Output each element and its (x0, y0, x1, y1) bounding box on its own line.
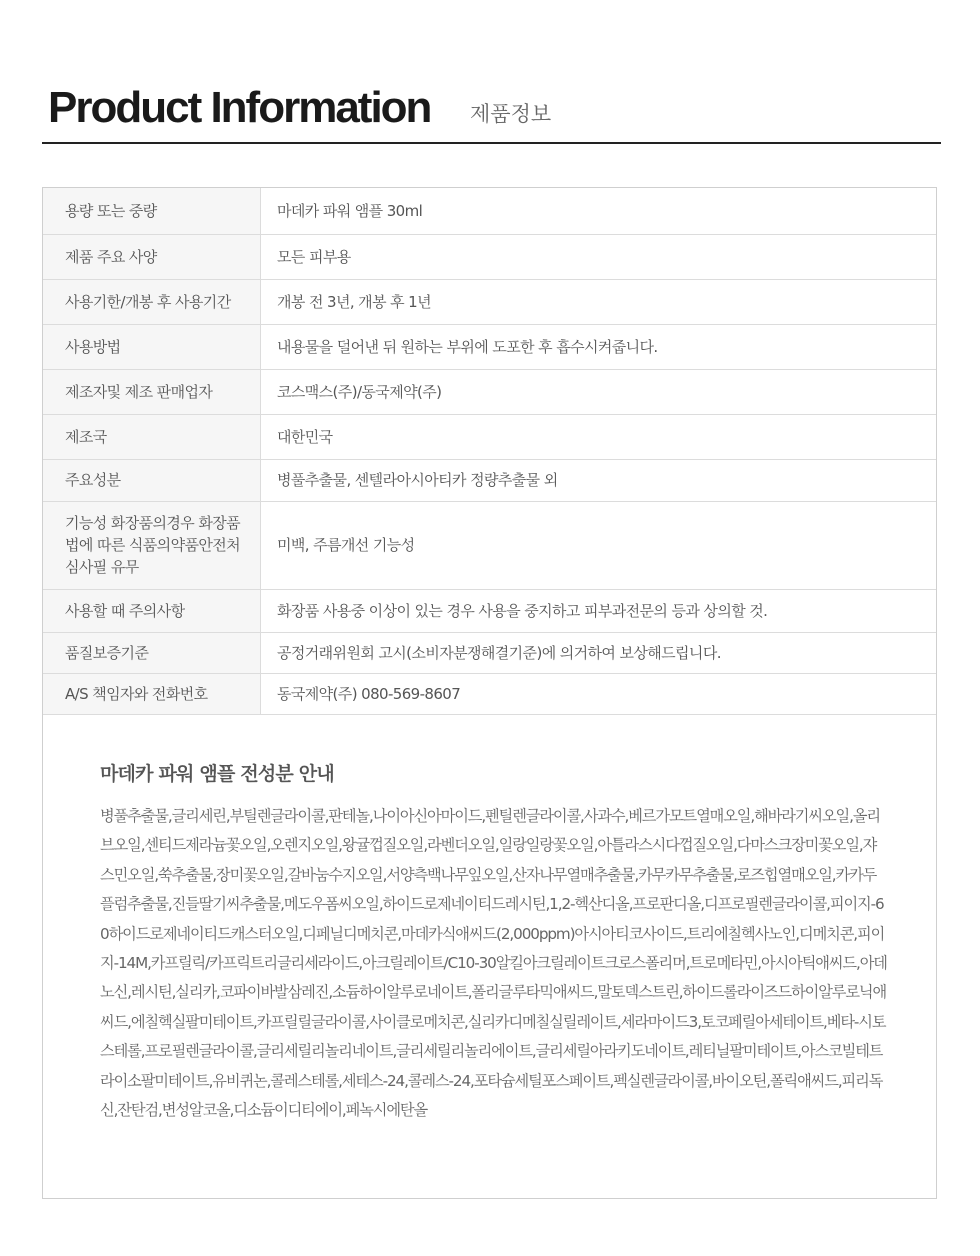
row-value: 코스맥스(주)/동국제약(주) (261, 369, 937, 414)
row-label: 사용기한/개봉 후 사용기간 (43, 279, 261, 324)
row-value: 대한민국 (261, 414, 937, 459)
table-row (43, 501, 936, 589)
row-value: 화장품 사용중 이상이 있는 경우 사용을 중지하고 피부과전문의 등과 상의할 것. (261, 589, 937, 632)
product-info-table (43, 188, 936, 715)
table-row (43, 279, 936, 324)
row-value: 병풀추출물, 센텔라아시아티카 정량추출물 외 (261, 459, 937, 501)
row-value: 마데카 파워 앰플 30ml (261, 188, 937, 234)
row-label: 기능성 화장품의경우 화장품법에 따른 식품의약품안전처 심사필 유무 (43, 501, 261, 589)
row-label: A/S 책임자와 전화번호 (43, 673, 261, 714)
page-header (42, 80, 941, 144)
row-value: 내용물을 덜어낸 뒤 원하는 부위에 도포한 후 흡수시켜줍니다. (261, 324, 937, 369)
table-row (43, 414, 936, 459)
row-value: 미백, 주름개선 기능성 (261, 501, 937, 589)
row-label: 용량 또는 중량 (43, 188, 261, 234)
ingredients-title: 마데카 파워 앰플 전성분 안내 (100, 763, 334, 785)
row-label: 제품 주요 사양 (43, 234, 261, 279)
table-row (43, 234, 936, 279)
table-row (43, 673, 936, 714)
table-row (43, 369, 936, 414)
table-row (43, 188, 936, 234)
row-value: 모든 피부용 (261, 234, 937, 279)
ingredients-section (100, 760, 888, 1125)
table-row (43, 589, 936, 632)
row-label: 주요성분 (43, 459, 261, 501)
table-row (43, 459, 936, 501)
row-label: 품질보증기준 (43, 632, 261, 673)
row-label: 사용방법 (43, 324, 261, 369)
row-value: 동국제약(주) 080-569-8607 (261, 673, 937, 714)
table-row (43, 632, 936, 673)
row-label: 제조국 (43, 414, 261, 459)
row-label: 사용할 때 주의사항 (43, 589, 261, 632)
page-title: Product Information (48, 83, 431, 132)
product-info-panel (42, 187, 937, 1199)
page-subtitle: 제품정보 (470, 102, 552, 126)
row-value: 개봉 전 3년, 개봉 후 1년 (261, 279, 937, 324)
row-label: 제조자및 제조 판매업자 (43, 369, 261, 414)
table-row (43, 324, 936, 369)
row-value: 공정거래위원회 고시(소비자분쟁해결기준)에 의거하여 보상해드립니다. (261, 632, 937, 673)
ingredients-list: 병풀추출물,글리세린,부틸렌글라이콜,판테놀,나이아신아마이드,펜틸렌글라이콜,사과수,베르가모트열매오일,해바라기씨오일,올리브오일,센티드제라늄꽃오일,오렌지오일,왕귤껍질오일,라벤더오일,일랑일랑꽃오일,아틀라스시다껍질오일,다마스크장미꽃오일,쟈스민오일,쑥추출물,장미꽃오일,갈바눔수지오일,서양측백나무잎오일,산자나무열매추출물,카무카무추출물,로즈힙열매오일,카카두플럼추출물,진들딸기씨추출물,메도우폼씨오일,하이드로제네이티드레시틴,1,2-헥산디올,프로판디올,디프로필렌글라이콜,피이지-60하이드로제네이티드캐스터오일,디페닐디메치콘,마데카식애씨드(2,000ppm)아시아티코사이드,트리에칠헥사노인,디메치콘,피이지-14M,카프릴릭/카프릭트리글리세라이드,아크릴레이트/C10-30알킬아크릴레이트크로스폴리머,트로메타민,아시아틱애씨드,아데노신,레시틴,실리카,코파이바발삼레진,소듐하이알루로네이트,폴리글루타믹애씨드,말토덱스트린,하이드롤라이즈드하이알루로닉애씨드,에칠헥실팔미테이트,카프릴릴글라이콜,사이클로메치콘,실리카디메칠실릴레이트,세라마이드3,토코페릴아세테이트,베타-시토스테롤,프로필렌글라이콜,글리세릴리놀리네이트,글리세릴리놀리에이트,글리세릴아라키도네이트,레티닐팔미테이트,아스코빌테트라이소팔미테이트,유비퀴논,콜레스테롤,세테스-24,콜레스-24,포타슘세틸포스페이트,펙실렌글라이콜,바이오틴,폴릭애씨드,피리독신,잔탄검,변성알코올,디소듐이디티에이,페녹시에탄올 (100, 807, 887, 1120)
